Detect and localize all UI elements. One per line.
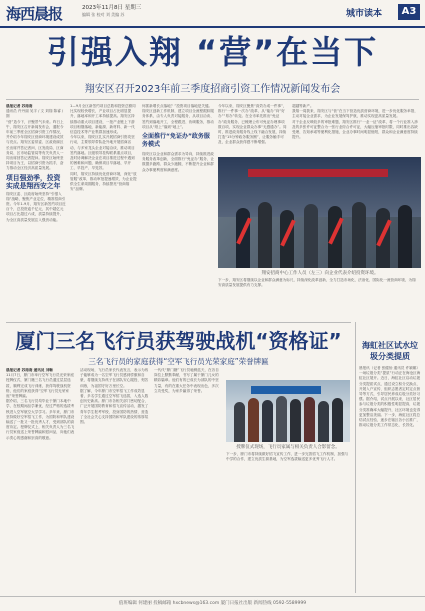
- paragraph: 据了解，今年厦门市空军招飞工作成效显著，多名学生通过空军招飞选拔，入选人数创历史新高。厦门市各相关部门密切配合，广泛开展国防教育和招飞宣传活动，激发了青年学生报考军校、投身国防的热情，营造了全社会关心支持国防和军队建设的浓厚氛围。: [80, 388, 149, 425]
- photo-caption: 授牌仪式现场，飞行员家属与相关负责人合影留念。: [236, 445, 340, 450]
- article2-column-3: [154, 368, 222, 592]
- editor-info: 编辑 张 校对 刘 美编 苏: [82, 12, 125, 17]
- divider: [355, 322, 356, 593]
- headline-1: 引强入翔 “营”在当下: [46, 33, 379, 71]
- sidebar-article: [359, 366, 421, 592]
- byline: 晨报记者 苏南南 通讯员 刘畅: [6, 368, 53, 372]
- article1-column-4: [218, 104, 288, 155]
- byline-credits: 通讯员 许丹丽 吴宇 / 文 刘翔 陈睿 / 图: [6, 109, 64, 119]
- photo-caption: 翔安招商中心工作人员（左三）向企业代表介绍投资环境。: [261, 271, 379, 276]
- paragraph: 下一步，翔安区将继续以企业和群众满意为标尺，持续深化改革创新，全力打造市场化、法治化、国际化一流营商环境，为翔安高质量发展提供有力支撑。: [218, 278, 416, 288]
- article1-column-5: [292, 104, 419, 155]
- newspaper-logo: 海西晨报: [6, 5, 63, 23]
- divider: [6, 322, 351, 323]
- masthead: [0, 0, 425, 28]
- subheadline-1: 翔安区召开2023年前三季度招商引资工作情况新闻发布会: [84, 84, 341, 95]
- divider: [6, 99, 419, 100]
- section-name: 城市读本: [346, 9, 383, 19]
- paragraph: 下一步，厦门市将持续做好招飞宣传工作，进一步完善招飞工作机制，加强与中学的合作，建立优质生源基地，为空军选拔输送更多优秀飞行人才。: [226, 452, 349, 462]
- paragraph: 晨报讯（记者 张健怡 通讯员 许颖娜）一场垃圾分类“提质”行动正在海沧区海虹社区展开。近日，海虹社区启动垃圾分类提质试点，通过设立积分兑换点、开展入户宣传、组织志愿者定时定点督导等方式，引导居民养成垃圾分类好习惯。据介绍，试点开展以来，社区居民参与垃圾分类的积极性明显提高，垃圾分类准确率大幅提升，社区环境也变得更加整洁美丽。下一步，海虹社区将总结试点经验，逐步在辖区各小区推广，推动垃圾分类工作常态化、长效化。: [359, 366, 421, 428]
- subheading: 全面推行“免证办”政务服务模式: [142, 133, 210, 149]
- paragraph: 同时，翔安区持续优化营商环境，深化“放管服”改革，推动审批提速增效，为企业提供全生命周期服务，持续擦亮“营商翔安”品牌。: [70, 171, 137, 192]
- paragraph: 翔安区委、区政府始终坚持“引强入翔”战略，聚焦产业定位，精准招商引资。今年1-9月，翔安区新签约项目近百个，总投资逾千亿元，其中超亿元项目占比超过六成，质量持续提升，为全区高质量发展注入强劲动能。: [6, 191, 66, 222]
- paragraph: 据介绍，三名飞行员均毕业于厦门本地中学，在校期间品学兼优，经过严格的选拔考核进入空军航空大学学习。多年来，厦门市坚持做好空军招飞工作，为国防和军队建设输送了一批又一批优秀人才，受到部队的高度肯定。授牌仪式上，相关负责人为三名飞行员家庭送上荣誉牌匾和慰问品，向他们表示衷心的感谢和崇高的敬意。: [6, 399, 75, 440]
- paragraph: 我翔一周我来，翔安区与“营”在当下营造优质营商环境，进一步优化服务举措，主动对接企业需求，为企业发展保驾护航，推动实现更高质量发展。: [292, 109, 418, 119]
- page-number: A3: [398, 4, 420, 20]
- subheading: 项目强劲季，投资实成是翔西安之年: [6, 173, 61, 190]
- sidebar-headline: 海虹社区试水垃圾分类提质: [362, 341, 418, 361]
- paragraph: 何抓新增长点落地？”投资项目落地是关键。翔安区创新工作机制，建立项目全流程跟踪服务体系，由专人负责对接服务，从项目洽谈、签约到落地开工，全程跟进、协调服务，推动项目从“纸上”落到“地上”。: [142, 104, 214, 129]
- article1-column-5-cont: [218, 278, 419, 318]
- headline-2: 厦门三名飞行员获驾驶战机“资格证”: [15, 329, 342, 353]
- article2-photo: [226, 380, 350, 442]
- page-footer: [0, 596, 425, 611]
- footer-text: 值班编辑 何建丽 投稿邮箱 hxcbnews@163.com 厦门日报社出版 新闻热线 0592-5589999: [118, 601, 307, 606]
- article1-column-2: [70, 104, 138, 318]
- paragraph: 今年以来，翔安区聚焦“高效办成一件事”，推行“一件事一次办”改革，从“能办”向“好办”“易办”转变。在全市率先推出“免证办”政务服务，已梳理公布可免证办理事项数百项，实现企业群众办事“无感通办”。同时，推进政务服务线上线下融合发展，持续打造“15分钟政务服务圈”，让服务触手可及，企业群众获得感不断增强。: [218, 104, 287, 145]
- paragraph: 一代代“厦门籍”飞行员驰骋蓝天，在各自岗位上默默奉献，书写了属于厦门儿女的精彩篇章。他们有的已成长为部队的中坚力量，有的在重大任务中表现出色，多次立功受奖，为家乡赢得了荣誉。: [154, 368, 219, 393]
- subheadline-2: 三名飞行员的家庭获得“空军飞行员光荣家庭”荣誉牌匾: [88, 357, 269, 366]
- paragraph: 11月7日，厦门市举行空军飞行员光荣家庭授牌仪式，厦门籍三名飞行员通过层层选拔，顺利完成飞行训练，获得驾驶战机资格，他们的家庭获得“空军飞行员光荣家庭”荣誉牌匾。: [6, 373, 74, 399]
- article1-column-3: [142, 104, 214, 318]
- article2-column-1: [6, 368, 76, 592]
- paragraph: 翔安区以企业和群众需求为导向，持续推进政务服务改革创新，全面推行“免证办”服务，让数据多跑路、群众少跑腿，不断提升企业和群众办事便利度和满意度。: [142, 152, 214, 172]
- article2-column-2: [80, 368, 150, 592]
- byline: 晨报记者 苏南南: [6, 104, 33, 108]
- article2-column-4: [226, 452, 350, 592]
- issue-date: 2023年11月8日 星期三: [82, 5, 142, 11]
- paragraph: “营”造今下，汗聚景气未来。昨日上午，翔安区召开新闻发布会，通报今年前三季度全区招商引资工作情况，并介绍今年翔安区营商环境建设成效与亮点。翔安区委常委、区政府副区长出席并答记者问，区发改局、区商务局、区市场监管局等有关负责人一同出席回答记者提问。翔安区始终坚持项目为王，以招商引资为抓手，奋力推动全区经济高质量发展。: [6, 119, 64, 171]
- article1-photo: [218, 157, 421, 268]
- paragraph: 1—9月全区新签约项目总数和投资总额同比实现较快增长，产业项目占比明显提升，落地率和开工率持续提高。翔安区持续推动重大项目建设，一批产业链上下游项目相继落地，新能源、新材料、新一代信息技术等产业集群加速形成。: [70, 104, 136, 135]
- paragraph: 对于企业反映较多的审批难题，翔安区推行“一业一证”改革，将一个行业准入涉及的多张许可证整合为一张行业综合许可证，大幅压缩审批时限，同时推出容缺受理、告知承诺等便利化措施，企业办事时间明显缩短，群众和企业满意度持续提升。: [292, 119, 418, 140]
- paragraph: 今年以来，翔安区扎实开展招商引资攻坚行动，主要领导带队赴外地开展招商活动，与多家龙头企业对接洽谈，推动项目签约落地。区级领导挂钩联系重点项目，及时协调解决企业在项目推进过程中遇到的困难和问题，确保项目早落地、早开工、早投产、早见效。: [70, 135, 135, 171]
- article1-column-1: [6, 104, 66, 318]
- paragraph: 活动现场，飞行员家长代表发言，表示为孩子能够成为一名空军飞行员感到骄傲和自豪，将继续支持孩子在部队安心服役、刻苦训练，为祖国守好万里长空。: [80, 368, 149, 388]
- paragraph: 超越等新产。: [292, 104, 314, 108]
